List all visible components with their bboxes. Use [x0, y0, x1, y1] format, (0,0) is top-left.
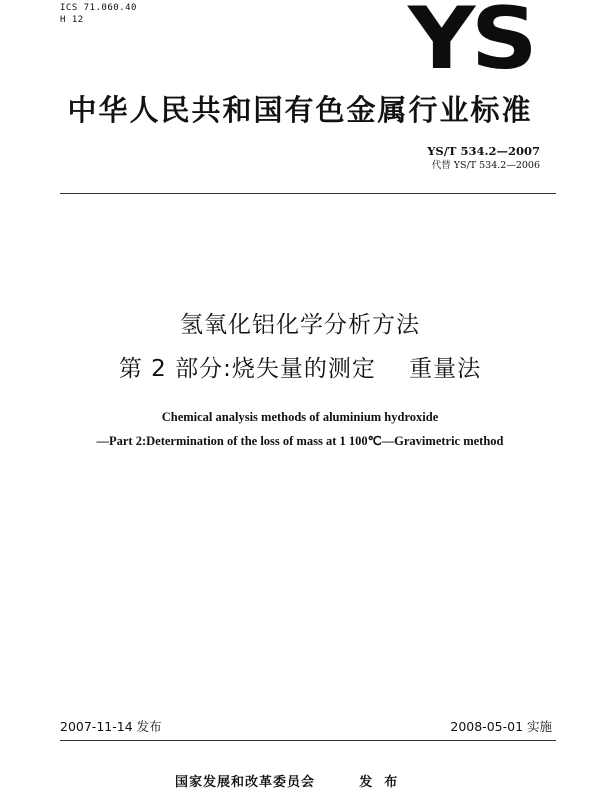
document-title-en-line1: Chemical analysis methods of aluminium hydroxide [161, 410, 439, 424]
issue-date: 2007-11-14 发布 [60, 719, 162, 734]
ys-logo: YS [408, 0, 534, 89]
standard-number: YS/T 534.2—2007 [427, 144, 540, 158]
implementation-date: 2008-05-01 实施 [450, 719, 552, 734]
publisher: 国家发展和改革委员会 发 布 [175, 775, 399, 790]
ics-number: ICS 71.060.40 [60, 3, 137, 13]
ics-code [60, 2, 137, 26]
document-title-cn-line2: 第 2 部分:烧失量的测定 重量法 [118, 356, 482, 382]
ccs-number: H 12 [60, 15, 84, 25]
document-title-cn-line1: 氢氧化铝化学分析方法 [180, 312, 420, 338]
footer-divider [60, 740, 556, 741]
replaces-standard: 代替 YS/T 534.2—2006 [431, 160, 540, 171]
document-title-en-line2: —Part 2:Determination of the loss of mass at 1 100℃—Gravimetric method [96, 434, 504, 448]
header-divider [60, 193, 556, 194]
standard-category-title: 中华人民共和国有色金属行业标准 [67, 93, 533, 127]
